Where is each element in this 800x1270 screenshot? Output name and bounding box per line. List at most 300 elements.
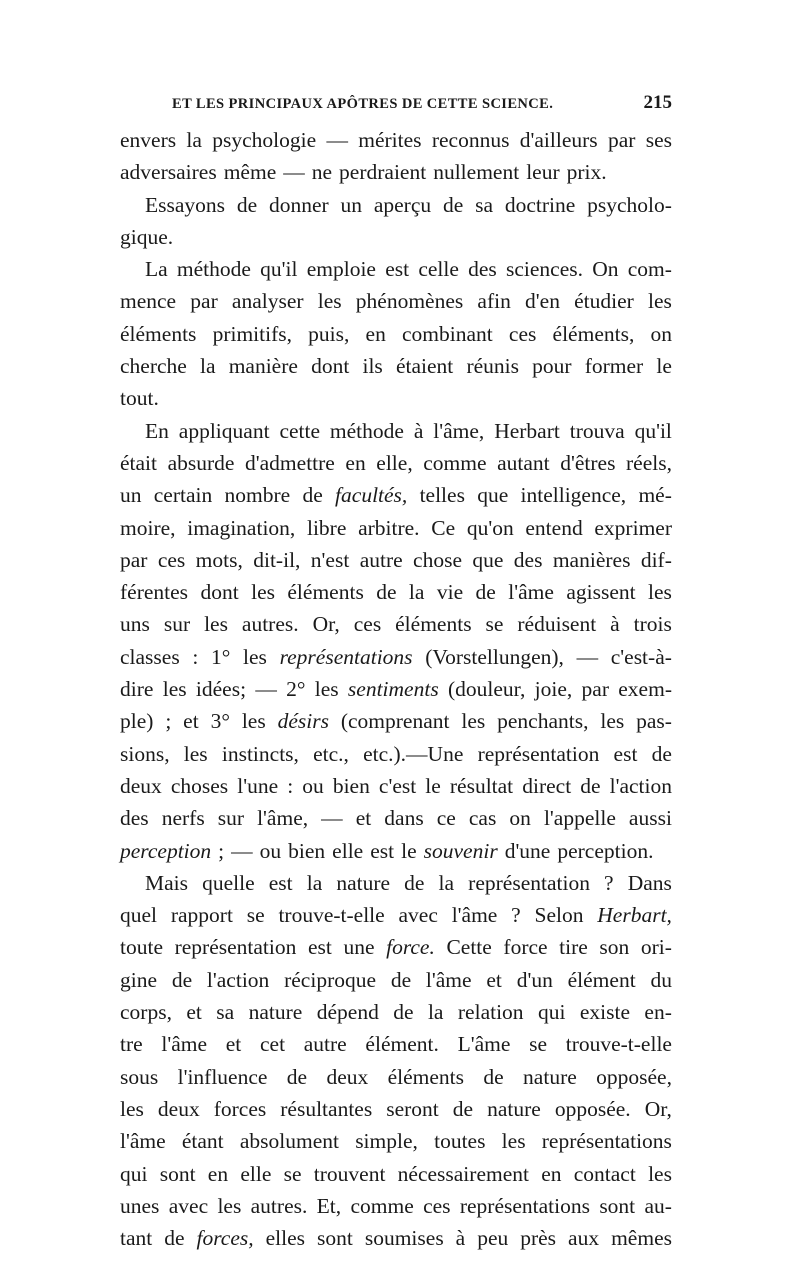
word: réciproque <box>284 967 377 992</box>
word: sur <box>163 612 191 637</box>
word: la <box>306 870 323 895</box>
text-line <box>120 996 672 1028</box>
word: soumises <box>364 1226 444 1251</box>
word: vie <box>436 580 464 605</box>
word: corps, <box>120 1000 172 1025</box>
word: ses <box>645 128 672 152</box>
word: — <box>321 806 343 831</box>
word: d'ailleurs <box>519 128 598 152</box>
word: forces <box>213 1096 267 1121</box>
word: et <box>355 806 372 831</box>
word: la <box>200 354 216 379</box>
word: autres. <box>241 612 299 637</box>
word: les <box>183 741 208 766</box>
word: elle <box>332 838 364 863</box>
word: méthode <box>329 418 404 443</box>
text-line <box>120 253 672 285</box>
word: de <box>171 967 193 992</box>
word: en <box>365 321 386 346</box>
word: Herbart, <box>597 903 672 928</box>
word: des <box>120 806 149 831</box>
word: d'une <box>504 838 551 863</box>
word: au- <box>644 1193 672 1218</box>
word: toutes <box>434 1129 486 1154</box>
body-text <box>120 124 672 1254</box>
word: le <box>401 838 417 863</box>
word: cas <box>468 806 497 831</box>
word: chose <box>413 547 462 572</box>
word: (Vorstellungen), <box>425 644 564 669</box>
word: choses <box>170 773 229 798</box>
word: sur <box>217 806 245 831</box>
word: facultés, <box>335 483 408 508</box>
word: est <box>613 741 638 766</box>
word: qu'il <box>260 257 298 282</box>
word: ? <box>511 903 521 928</box>
word: envers <box>120 128 177 152</box>
word: deux <box>326 1064 369 1089</box>
word: afin <box>477 289 511 314</box>
word: nature <box>487 1096 541 1121</box>
word: élément <box>567 967 636 992</box>
word: réunis <box>466 354 519 379</box>
word: est <box>268 870 293 895</box>
word: ori- <box>640 935 672 960</box>
word: L'âme <box>457 1032 511 1057</box>
word: par <box>120 547 148 572</box>
word: l'âme, <box>257 806 309 831</box>
word: qu'il <box>634 418 672 443</box>
word: les <box>648 1161 672 1186</box>
word: c'est-à- <box>610 644 672 669</box>
word: simple, <box>355 1129 418 1154</box>
word: était <box>120 450 158 475</box>
word: : <box>192 644 199 669</box>
word: étaient <box>395 354 454 379</box>
word: analyser <box>231 289 304 314</box>
word: combinant <box>402 321 493 346</box>
word: son <box>599 935 630 960</box>
word: nécessairement <box>397 1161 529 1186</box>
word: de <box>393 1000 414 1025</box>
word: — <box>576 644 599 669</box>
word: toute <box>120 935 163 960</box>
word: nombre <box>224 483 291 508</box>
text-line <box>120 124 672 156</box>
word: d'êtres <box>560 450 616 475</box>
word: une <box>343 935 375 960</box>
word: forces, <box>196 1226 254 1251</box>
word: appliquant <box>178 418 270 443</box>
word: la <box>408 580 425 605</box>
word: idées; <box>195 677 247 702</box>
word: représentations <box>459 1193 590 1218</box>
word: perception <box>120 838 212 863</box>
word: souvenir <box>423 838 498 863</box>
word: ? <box>604 870 614 895</box>
word: seront <box>386 1096 439 1121</box>
word: — <box>255 677 277 702</box>
text-line <box>120 415 672 447</box>
word: les <box>314 677 339 702</box>
word: représentation <box>468 870 590 895</box>
word: l'âme, <box>433 418 485 443</box>
word: l'âme <box>451 903 498 928</box>
word: mé- <box>638 483 672 508</box>
word: représentation <box>174 935 297 960</box>
word: mence <box>120 289 177 314</box>
word: doctrine <box>504 192 576 217</box>
word: réels, <box>626 450 672 475</box>
word: on <box>509 806 531 831</box>
text-line <box>120 867 672 899</box>
word: avec <box>168 1193 209 1218</box>
word: de <box>651 741 672 766</box>
word: Herbart <box>494 418 560 443</box>
word: gique. <box>120 224 174 249</box>
word: ces <box>353 612 382 637</box>
word: sa <box>216 1000 235 1025</box>
word: trouve-t-elle <box>278 903 385 928</box>
word: nature <box>248 1000 303 1025</box>
word: cherche <box>120 354 187 379</box>
word: des <box>513 547 543 572</box>
text-line <box>120 576 672 608</box>
word: de <box>452 1096 474 1121</box>
word: absolument <box>239 1129 339 1154</box>
word: Or, <box>644 1096 672 1121</box>
word: tant <box>120 1226 153 1251</box>
word: éléments <box>387 1064 465 1089</box>
word: d'admettre <box>245 450 335 475</box>
word: sont <box>317 1226 353 1251</box>
word: est <box>385 257 410 282</box>
word: par <box>190 289 218 314</box>
word: cette <box>279 418 321 443</box>
text-line <box>120 156 672 188</box>
word: mots, <box>195 547 243 572</box>
word: existe <box>579 1000 631 1025</box>
text-line <box>120 189 672 221</box>
word: dépend <box>316 1000 379 1025</box>
word: Et, <box>316 1193 342 1218</box>
word: dire <box>120 677 154 702</box>
word: nature <box>336 870 391 895</box>
word: ne <box>311 160 333 185</box>
word: les <box>648 289 672 314</box>
word: (douleur, <box>447 677 526 702</box>
text-line <box>120 221 672 253</box>
word: est <box>370 838 395 863</box>
word: la <box>186 128 202 152</box>
word: représentations <box>541 1129 672 1154</box>
word: trouvent <box>313 1161 386 1186</box>
word: en <box>541 1161 562 1186</box>
word: emploie <box>306 257 376 282</box>
word: que <box>477 483 509 508</box>
word: joie, <box>534 677 573 702</box>
word: férentes <box>120 580 189 605</box>
word: se <box>529 1032 548 1057</box>
text-line <box>120 738 672 770</box>
word: en- <box>644 1000 672 1025</box>
word: éléments, <box>552 321 635 346</box>
word: psycholo- <box>587 192 672 217</box>
word: les <box>251 580 275 605</box>
word: moire, <box>120 515 176 540</box>
word: à <box>610 612 620 637</box>
word: les <box>501 1129 526 1154</box>
text-line <box>120 899 672 931</box>
word: étant <box>181 1129 224 1154</box>
word: l'âme <box>161 1032 208 1057</box>
word: perception. <box>557 838 654 863</box>
word: pour <box>532 354 572 379</box>
word: entend <box>525 515 583 540</box>
word: éléments <box>395 612 472 637</box>
word: force <box>503 935 548 960</box>
word: l'influence <box>177 1064 268 1089</box>
word: nullement <box>433 160 520 185</box>
word: libre <box>306 515 347 540</box>
word: adversaires <box>120 160 217 185</box>
word: telles <box>419 483 465 508</box>
text-line <box>120 350 672 382</box>
page-number: 215 <box>643 92 672 113</box>
word: dont <box>200 580 239 605</box>
text-line <box>120 802 672 834</box>
word: manière <box>228 354 298 379</box>
word: exprimer <box>594 515 672 540</box>
word: — <box>231 838 253 863</box>
word: pas- <box>636 709 672 734</box>
word: éléments <box>120 321 197 346</box>
word: les <box>600 709 625 734</box>
word: le <box>425 773 441 798</box>
word: com- <box>627 257 672 282</box>
text-line <box>120 1093 672 1125</box>
word: les <box>217 1193 242 1218</box>
word: nerfs <box>161 806 205 831</box>
word: direct <box>522 773 572 798</box>
word: (comprenant <box>340 709 450 734</box>
word: ou <box>259 838 282 863</box>
word: comme <box>423 450 487 475</box>
word: bien <box>332 773 370 798</box>
word: absurde <box>167 450 235 475</box>
word: ces <box>423 1193 451 1218</box>
book-page <box>120 92 672 1254</box>
word: représentation <box>477 741 600 766</box>
word: ces <box>508 321 537 346</box>
text-line <box>120 447 672 479</box>
word: se <box>246 903 265 928</box>
word: ou <box>302 773 324 798</box>
word: ils <box>362 354 383 379</box>
word: Mais <box>145 870 188 895</box>
word: sciences. <box>506 257 584 282</box>
word: mérites <box>358 128 422 152</box>
word: trouve-t-elle <box>565 1032 672 1057</box>
word: de <box>483 1064 504 1089</box>
text-line <box>120 641 672 673</box>
word: en <box>207 1161 229 1186</box>
word: de <box>286 1064 308 1089</box>
word: autre <box>303 1032 347 1057</box>
word: etc.).—Une <box>363 741 464 766</box>
text-line <box>120 835 672 867</box>
word: quelle <box>202 870 255 895</box>
text-line <box>120 931 672 963</box>
word: dont <box>311 354 350 379</box>
word: bien <box>288 838 326 863</box>
word: certain <box>153 483 213 508</box>
word: de <box>376 580 397 605</box>
word: reconnus <box>431 128 510 152</box>
word: les <box>241 709 266 734</box>
text-line <box>120 1061 672 1093</box>
word: sont <box>159 1161 196 1186</box>
word: les <box>162 677 187 702</box>
word: 3° <box>210 709 230 734</box>
word: ces <box>157 547 186 572</box>
word: aux <box>568 1226 600 1251</box>
word: comme <box>350 1193 414 1218</box>
word: trois <box>633 612 672 637</box>
word: imagination, <box>187 515 296 540</box>
word: elle, <box>376 450 413 475</box>
word: à <box>413 418 424 443</box>
word: les <box>204 612 228 637</box>
word: instincts, <box>221 741 299 766</box>
word: d'en <box>525 289 560 314</box>
word: sa <box>475 192 494 217</box>
word: gine <box>120 967 158 992</box>
text-line <box>120 285 672 317</box>
word: unes <box>120 1193 160 1218</box>
word: autant <box>497 450 550 475</box>
word: aussi <box>628 806 672 831</box>
text-line <box>120 770 672 802</box>
word: Ce <box>431 515 456 540</box>
word: manières <box>552 547 631 572</box>
word: agissent <box>566 580 636 605</box>
word: donner <box>268 192 329 217</box>
word: sions, <box>120 741 170 766</box>
text-line <box>120 512 672 544</box>
word: ; <box>165 709 172 734</box>
word: 2° <box>286 677 306 702</box>
text-line <box>120 964 672 996</box>
word: l'appelle <box>543 806 616 831</box>
word: psychologie <box>212 128 317 152</box>
word: les <box>648 580 672 605</box>
word: : <box>287 773 294 798</box>
word: désirs <box>277 709 329 734</box>
text-line <box>120 479 672 511</box>
word: en <box>345 450 366 475</box>
word: rapport <box>170 903 233 928</box>
word: deux <box>157 1096 200 1121</box>
word: force. <box>386 935 435 960</box>
text-line <box>120 1222 672 1254</box>
word: les <box>243 644 267 669</box>
word: La <box>145 257 168 282</box>
word: se <box>485 612 504 637</box>
text-line <box>120 544 672 576</box>
word: l'action <box>609 773 672 798</box>
text-line <box>120 673 672 705</box>
word: par <box>607 128 636 152</box>
word: penchants, <box>497 709 589 734</box>
word: l'action <box>206 967 270 992</box>
word: former <box>584 354 644 379</box>
word: le <box>656 354 672 379</box>
running-head <box>172 92 672 122</box>
word: et <box>225 1032 242 1057</box>
word: les <box>120 1096 144 1121</box>
word: de <box>302 483 323 508</box>
word: avec <box>398 903 438 928</box>
text-line <box>120 318 672 350</box>
word: — <box>326 128 348 152</box>
word: par <box>581 677 609 702</box>
text-line <box>120 1190 672 1222</box>
word: mêmes <box>611 1226 672 1251</box>
word: etc., <box>313 741 349 766</box>
word: 1° <box>211 644 231 669</box>
word: qui <box>120 1161 148 1186</box>
word: qui <box>537 1000 566 1025</box>
word: autre <box>359 547 403 572</box>
word: opposée. <box>554 1096 631 1121</box>
word: de <box>390 967 412 992</box>
word: elle <box>240 1161 272 1186</box>
word: sont <box>599 1193 636 1218</box>
text-line <box>120 1125 672 1157</box>
word: que <box>472 547 504 572</box>
word: près <box>520 1226 557 1251</box>
word: sentiments <box>347 677 439 702</box>
word: les <box>317 289 342 314</box>
word: tout. <box>120 386 159 411</box>
word: cet <box>259 1032 286 1057</box>
word: représentations <box>279 644 413 669</box>
word: de <box>164 1226 185 1251</box>
word: sous <box>120 1064 159 1089</box>
word: c'est <box>378 773 417 798</box>
word: est <box>307 935 332 960</box>
word: perdraient <box>339 160 427 185</box>
word: de <box>404 870 425 895</box>
word: réduisent <box>517 612 597 637</box>
word: celle <box>418 257 459 282</box>
text-line <box>120 608 672 640</box>
word: prix. <box>566 160 607 185</box>
word: elles <box>265 1226 306 1251</box>
word: étudier <box>574 289 634 314</box>
word: ple) <box>120 709 154 734</box>
word: primitifs, <box>212 321 293 346</box>
word: éléments <box>287 580 364 605</box>
word: du <box>650 967 672 992</box>
word: leur <box>526 160 560 185</box>
word: élément. <box>365 1032 439 1057</box>
word: En <box>145 418 169 443</box>
word: la <box>438 870 455 895</box>
word: l'âme <box>120 1129 166 1154</box>
word: l'âme <box>425 967 472 992</box>
